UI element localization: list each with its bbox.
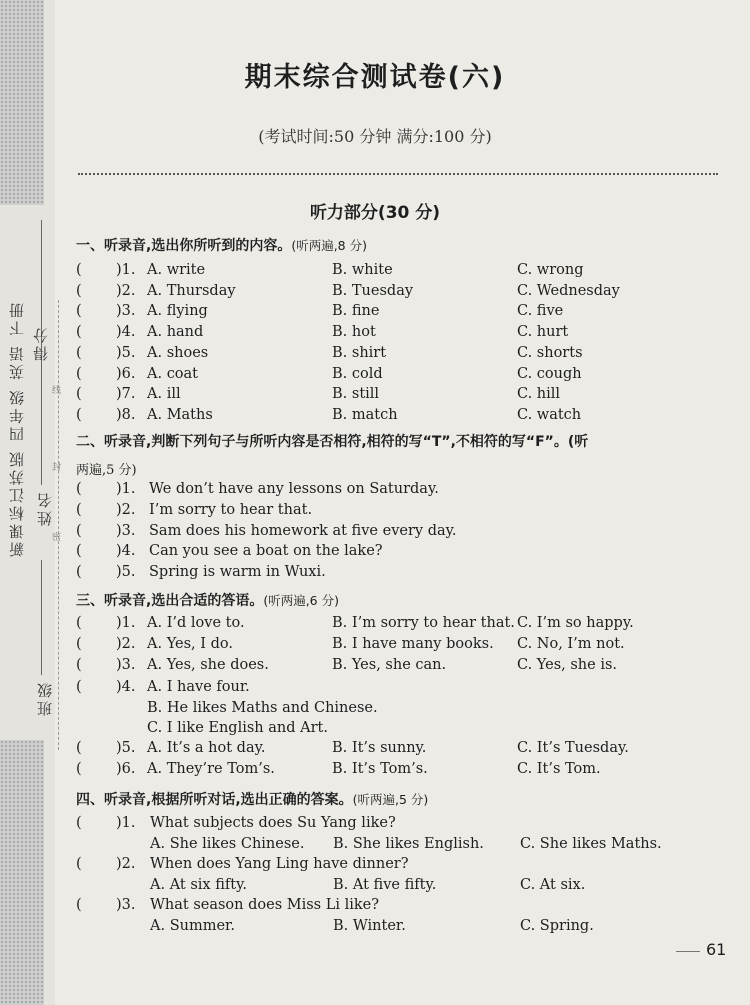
option-a: A. Yes, she does. <box>147 657 269 673</box>
answer-box-p3-6[interactable]: ( <box>76 761 82 777</box>
exam-info: (考试时间:50 分钟 满分:100 分) <box>258 127 492 146</box>
answer-box-p1-8[interactable]: ( <box>76 406 82 423</box>
answer-box-p1-4[interactable]: ( <box>76 324 82 341</box>
option-a: A. hand <box>147 324 204 341</box>
option-b: B. fine <box>332 303 380 320</box>
option-c: C. shorts <box>517 344 583 361</box>
option-c: C. At six. <box>520 876 586 893</box>
seal-word-secret: 密 <box>52 533 62 543</box>
option-a: A. Maths <box>147 406 213 423</box>
option-a: A. I’d love to. <box>147 615 245 631</box>
question-number: )2. <box>116 636 136 652</box>
answer-box-p3-4[interactable]: ( <box>76 679 82 695</box>
question-number: )3. <box>116 303 136 320</box>
part2-heading-cont: 两遍,5 分) <box>76 463 137 478</box>
answer-box-p1-5[interactable]: ( <box>76 344 82 361</box>
option-c: C. Wednesday <box>517 282 620 299</box>
option-a: A. ill <box>147 386 181 403</box>
option-c: C. cough <box>517 365 582 382</box>
option-c: C. hurt <box>517 324 569 341</box>
option-a: A. Thursday <box>147 282 236 299</box>
question-number: )4. <box>116 324 136 341</box>
option-c: C. Yes, she is. <box>517 657 618 673</box>
option-b: B. I have many books. <box>332 636 494 652</box>
option-b: B. Tuesday <box>332 282 414 299</box>
answer-box-p2-1[interactable]: ( <box>76 481 82 497</box>
option-b: B. It’s sunny. <box>332 740 427 756</box>
page-title: 期末综合测试卷(六) <box>244 62 506 93</box>
option-b: B. It’s Tom’s. <box>332 761 428 777</box>
option-a: A. At six fifty. <box>150 876 247 893</box>
part2-heading: 二、听录音,判断下列句子与所听内容是否相符,相符的写“T”,不相符的写“F”。(听 <box>76 434 589 450</box>
section-heading: 听力部分(30 分) <box>309 203 441 223</box>
option-a: A. coat <box>147 365 199 382</box>
answer-box-p3-1[interactable]: ( <box>76 615 82 631</box>
score-label: 得分 <box>32 325 50 361</box>
option-c: C. No, I’m not. <box>517 636 625 652</box>
option-a: A. write <box>147 262 206 278</box>
option-b: B. still <box>332 386 380 403</box>
option-a: A. shoes <box>147 344 209 361</box>
answer-box-p3-2[interactable]: ( <box>76 636 82 652</box>
answer-box-p2-2[interactable]: ( <box>76 501 82 518</box>
part4-heading: 四、听录音,根据所听对话,选出正确的答案。(听两遍,5 分) <box>76 792 429 808</box>
decorative-pattern-bottom <box>0 740 44 1005</box>
question-number: )2. <box>116 501 136 518</box>
answer-box-p1-6[interactable]: ( <box>76 365 82 382</box>
answer-box-p4-2[interactable]: ( <box>76 856 82 872</box>
option-b: B. Winter. <box>333 917 406 934</box>
question-number: )3. <box>116 657 136 673</box>
question-number: )4. <box>116 543 136 560</box>
option-a: A. flying <box>147 303 208 320</box>
question-number: )8. <box>116 406 136 423</box>
option-b: B. She likes English. <box>333 835 484 852</box>
option-b: B. match <box>332 406 398 423</box>
book-info: 新课标江苏版 四年级 英语 下册 <box>8 300 26 558</box>
option-a: A. I have four. <box>147 679 250 695</box>
question-text: What subjects does Su Yang like? <box>150 815 396 831</box>
answer-box-p2-3[interactable]: ( <box>76 522 82 539</box>
decorative-pattern-top <box>0 0 44 205</box>
question-number: )2. <box>116 282 136 299</box>
question-number: )6. <box>116 365 136 382</box>
question-number: )5. <box>116 740 136 756</box>
option-c: C. It’s Tuesday. <box>517 740 629 756</box>
question-number: )1. <box>116 262 136 278</box>
option-a: A. Yes, I do. <box>147 636 233 652</box>
seal-word-line: 线 <box>52 386 62 396</box>
answer-box-p2-4[interactable]: ( <box>76 543 82 560</box>
class-blank-line <box>41 560 42 675</box>
statement-text: Spring is warm in Wuxi. <box>149 564 326 581</box>
seal-word-seal: 封 <box>52 463 62 473</box>
page-number-rule <box>676 951 700 952</box>
statement-text: Sam does his homework at five every day. <box>149 522 457 539</box>
answer-box-p1-1[interactable]: ( <box>76 262 82 278</box>
statement-text: We don’t have any lessons on Saturday. <box>149 481 439 497</box>
question-number: )6. <box>116 761 136 777</box>
answer-box-p3-5[interactable]: ( <box>76 740 82 756</box>
answer-box-p1-2[interactable]: ( <box>76 282 82 299</box>
page-number: 61 <box>706 940 727 959</box>
option-b: B. He likes Maths and Chinese. <box>147 699 378 716</box>
option-a: A. She likes Chinese. <box>150 835 305 852</box>
option-c: C. five <box>517 303 564 320</box>
class-label: 班级 <box>36 680 54 716</box>
statement-text: I’m sorry to hear that. <box>149 501 313 518</box>
question-number: )3. <box>116 522 136 539</box>
option-c: C. watch <box>517 406 582 423</box>
option-b: B. cold <box>332 365 383 382</box>
question-number: )4. <box>116 679 136 695</box>
option-b: B. I’m sorry to hear that. <box>332 615 515 631</box>
question-number: )2. <box>116 856 136 872</box>
question-number: )7. <box>116 386 136 403</box>
question-number: )1. <box>116 615 136 631</box>
question-text: What season does Miss Li like? <box>150 897 380 913</box>
option-c: C. She likes Maths. <box>520 835 662 852</box>
name-label: 姓名 <box>36 490 54 526</box>
part1-heading: 一、听录音,选出你所听到的内容。(听两遍,8 分) <box>76 238 367 254</box>
option-b: B. shirt <box>332 344 387 361</box>
option-c: C. I like English and Art. <box>147 720 328 736</box>
answer-box-p1-3[interactable]: ( <box>76 303 82 320</box>
question-number: )5. <box>116 564 136 581</box>
answer-box-p2-5[interactable]: ( <box>76 564 82 581</box>
option-a: A. Summer. <box>150 917 235 934</box>
answer-box-p4-3[interactable]: ( <box>76 897 82 913</box>
option-c: C. I’m so happy. <box>517 615 634 631</box>
option-c: C. hill <box>517 386 561 403</box>
question-text: When does Yang Ling have dinner? <box>150 856 409 872</box>
seal-dashed-line <box>58 300 59 750</box>
question-number: )3. <box>116 897 136 913</box>
option-a: A. They’re Tom’s. <box>147 761 275 777</box>
question-number: )5. <box>116 344 136 361</box>
header-divider <box>78 173 718 175</box>
option-c: C. wrong <box>517 262 584 278</box>
option-b: B. Yes, she can. <box>332 657 447 673</box>
option-c: C. Spring. <box>520 917 594 934</box>
question-number: )1. <box>116 815 136 831</box>
option-c: C. It’s Tom. <box>517 761 601 777</box>
option-b: B. white <box>332 262 393 278</box>
part3-heading: 三、听录音,选出合适的答语。(听两遍,6 分) <box>76 593 339 609</box>
option-b: B. At five fifty. <box>333 876 437 893</box>
question-number: )1. <box>116 481 136 497</box>
answer-box-p4-1[interactable]: ( <box>76 815 82 831</box>
option-a: A. It’s a hot day. <box>147 740 266 756</box>
answer-box-p3-3[interactable]: ( <box>76 657 82 673</box>
answer-box-p1-7[interactable]: ( <box>76 386 82 403</box>
statement-text: Can you see a boat on the lake? <box>149 543 383 560</box>
option-b: B. hot <box>332 324 376 341</box>
